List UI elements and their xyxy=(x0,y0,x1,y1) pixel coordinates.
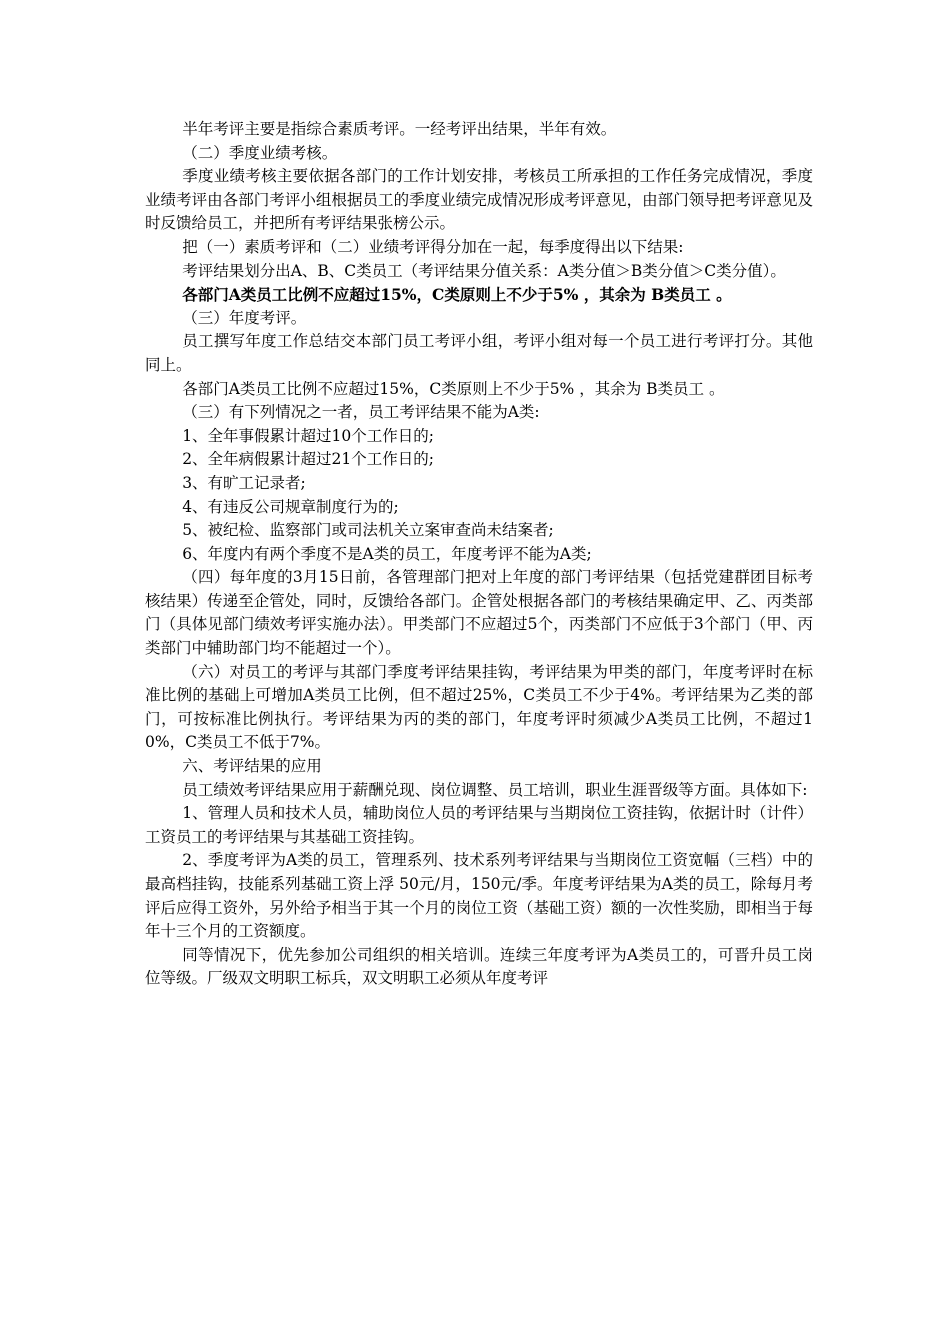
paragraph-ratio-bold: 各部门A类员工比例不应超过15%，C类原则上不少于5% ，其余为 B类员工 。 xyxy=(182,285,732,305)
paragraph-application-1: 1、管理人员和技术人员，辅助岗位人员的考评结果与当期岗位工资挂钩，依据计时（计件）工资员工的考评结果与其基础工资挂钩。 xyxy=(145,804,813,846)
list-item-investigation: 5、被纪检、监察部门或司法机关立案审查尚未结案者; xyxy=(182,521,554,540)
paragraph-score-sum: 把（一）素质考评和（二）业绩考评得分加在一起，每季度得出以下结果: xyxy=(182,237,684,256)
heading-exclusions: （三）有下列情况之一者，员工考评结果不能为A类: xyxy=(182,403,540,422)
paragraph-department-link: （六）对员工的考评与其部门季度考评结果挂钩，考评结果为甲类的部门，年度考评时在标准比例的基础上可增加A类员工比例，但不超过25%，C类员工不少于4%。考评结果为乙类的部门，可按标准比例执行。考评结果为丙的类的部门，年度考评时须减少A类员工比例，不超过10%，C类员工不低于7%。 xyxy=(145,662,813,752)
paragraph-annual-summary: 员工撰写年度工作总结交本部门员工考评小组，考评小组对每一个员工进行考评打分。其他同上。 xyxy=(145,332,813,374)
list-item-absenteeism: 3、有旷工记录者; xyxy=(182,473,306,492)
paragraph-application-overview: 员工绩效考评结果应用于薪酬兑现、岗位调整、员工培训，职业生涯晋级等方面。具体如下: xyxy=(182,780,808,799)
list-item-two-quarters: 6、年度内有两个季度不是A类的员工，年度考评不能为A类; xyxy=(182,544,592,563)
heading-result-application: 六、考评结果的应用 xyxy=(182,757,322,776)
paragraph-training-promotion: 同等情况下，优先参加公司组织的相关培训。连续三年度考评为A类员工的，可晋升员工岗位等级。厂级双文明职工标兵，双文明职工必须从年度考评 xyxy=(145,945,813,988)
paragraph-ratio: 各部门A类员工比例不应超过15%，C类原则上不少于5% ，其余为 B类员工 。 xyxy=(182,379,725,398)
document-page xyxy=(145,118,813,991)
paragraph-department-results: （四）每年度的3月15日前，各管理部门把对上年度的部门考评结果（包括党建群团目标考核结果）传递至企管处，同时，反馈给各部门。企管处根据各部门的考核结果确定甲、乙、丙类部门（具体见部门绩效考评实施办法）。甲类部门不应超过5个，丙类部门不应低于3个部门（甲、丙类部门中辅助部门均不能超过一个）。 xyxy=(145,568,813,658)
paragraph-half-year-review: 半年考评主要是指综合素质考评。一经考评出结果，半年有效。 xyxy=(182,120,617,138)
heading-quarterly-performance: （二）季度业绩考核。 xyxy=(182,143,338,162)
heading-annual-review: （三）年度考评。 xyxy=(182,308,307,327)
list-item-sick-leave: 2、全年病假累计超过21个工作日的; xyxy=(182,450,434,469)
paragraph-quarterly-assessment: 季度业绩考核主要依据各部门的工作计划安排，考核员工所承担的工作任务完成情况，季度业绩考评由各部门考评小组根据员工的季度业绩完成情况形成考评意见，由部门领导把考评意见及时反馈给员工，并把所有考评结果张榜公示。 xyxy=(145,167,813,233)
list-item-rule-violation: 4、有违反公司规章制度行为的; xyxy=(182,497,399,516)
paragraph-application-2: 2、季度考评为A类的员工，管理系列、技术系列考评结果与当期岗位工资宽幅（三档）中的最高档挂钩，技能系列基础工资上浮 50元/月，150元/季。年度考评结果为A类的员工，除每月考评后应得工资外，另外给予相当于其一个月的岗位工资（基础工资）额的一次性奖励，即相当于每年十三个月的工资额度。 xyxy=(145,851,813,941)
list-item-personal-leave: 1、全年事假累计超过10个工作日的; xyxy=(182,426,434,445)
paragraph-abc-classes: 考评结果划分出A、B、C类员工（考评结果分值关系：A类分值＞B类分值＞C类分值）。 xyxy=(182,261,786,280)
